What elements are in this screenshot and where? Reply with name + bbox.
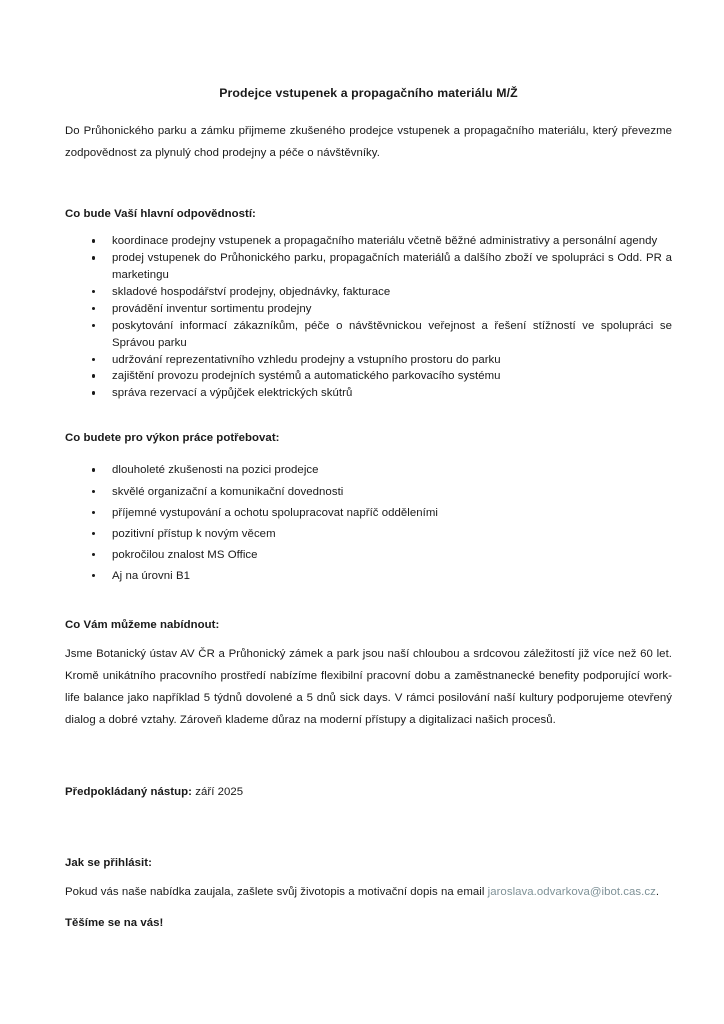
apply-text-after-email: . <box>655 885 660 898</box>
spacer <box>65 904 672 914</box>
start-date-label: Předpokládaný nástup: <box>65 786 193 799</box>
list-item: správa rezervací a výpůjček elektrických skútrů <box>65 385 672 402</box>
start-date-line <box>65 783 672 801</box>
list-item: prodej vstupenek do Průhonického parku, propagačních materiálů a dalšího zboží ve spolupráci s Odd. PR a marketingu <box>65 250 672 284</box>
spacer <box>65 634 672 644</box>
list-item: příjemné vystupování a ochotu spolupracovat napříč odděleními <box>65 505 672 522</box>
requirements-list <box>65 462 672 584</box>
list-item: pokročilou znalost MS Office <box>65 547 672 564</box>
list-item: provádění inventur sortimentu prodejny <box>65 301 672 318</box>
start-date-value: září 2025 <box>195 786 244 799</box>
section-heading-requirements: Co budete pro výkon práce potřebovat: <box>65 432 280 445</box>
intro-paragraph: Do Průhonického parku a zámku přijmeme zkušeného prodejce vstupenek a propagačního materiálu, který převezme zodpovědnost za plynulý chod prodejny a péče o návštěvníky. <box>65 125 672 160</box>
apply-text-before-email: Pokud vás naše nabídka zaujala, zašlete svůj životopis a motivační dopis na email <box>65 885 488 898</box>
spacer <box>65 223 672 233</box>
closing-line: Těšíme se na vás! <box>65 916 164 929</box>
list-item: skladové hospodářství prodejny, objednávky, fakturace <box>65 284 672 301</box>
document-content <box>65 84 672 932</box>
list-item: skvělé organizační a komunikační dovednosti <box>65 484 672 501</box>
email-link[interactable]: jaroslava.odvarkova@ibot.cas.cz <box>487 885 656 898</box>
list-item: Aj na úrovni B1 <box>65 568 672 585</box>
spacer <box>65 802 672 854</box>
offer-paragraph: Jsme Botanický ústav AV ČR a Průhonický zámek a park jsou naší chloubou a srdcovou záležitostí již více než 60 let. Kromě unikátního pracovního prostředí nabízíme flexibilní pracovní dobu a zaměstnanecké benefity podporující work-life balance jako například 5 týdnů dovolené a 5 dnů sick days. V rámci posilování naší kultury podporujeme otevřený dialog a dobré vztahy. Zároveň klademe důraz na moderní přístupy a digitalizaci našich procesů. <box>65 647 672 726</box>
section-heading-offer: Co Vám můžeme nabídnout: <box>65 618 220 631</box>
list-item: dlouholeté zkušenosti na pozici prodejce <box>65 462 672 479</box>
list-item: koordinace prodejny vstupenek a propagačního materiálu včetně běžné administrativy a personální agendy <box>65 233 672 250</box>
section-heading-responsibilities: Co bude Vaší hlavní odpovědností: <box>65 208 256 221</box>
page-title: Prodejce vstupenek a propagačního materiálu M/Ž <box>219 86 518 100</box>
spacer <box>65 589 672 616</box>
section-heading-apply: Jak se přihlásit: <box>65 856 152 869</box>
spacer <box>65 731 672 783</box>
spacer <box>65 447 672 462</box>
spacer <box>65 165 672 205</box>
spacer <box>65 872 672 882</box>
list-item: zajištění provozu prodejních systémů a automatického parkovacího systému <box>65 368 672 385</box>
list-item: pozitivní přístup k novým věcem <box>65 526 672 543</box>
list-item: poskytování informací zákazníkům, péče o návštěvnickou veřejnost a řešení stížností ve spolupráci se Správou parku <box>65 318 672 352</box>
apply-paragraph <box>65 882 672 904</box>
list-item: udržování reprezentativního vzhledu prodejny a vstupního prostoru do parku <box>65 352 672 369</box>
spacer <box>65 402 672 429</box>
responsibilities-list <box>65 233 672 402</box>
